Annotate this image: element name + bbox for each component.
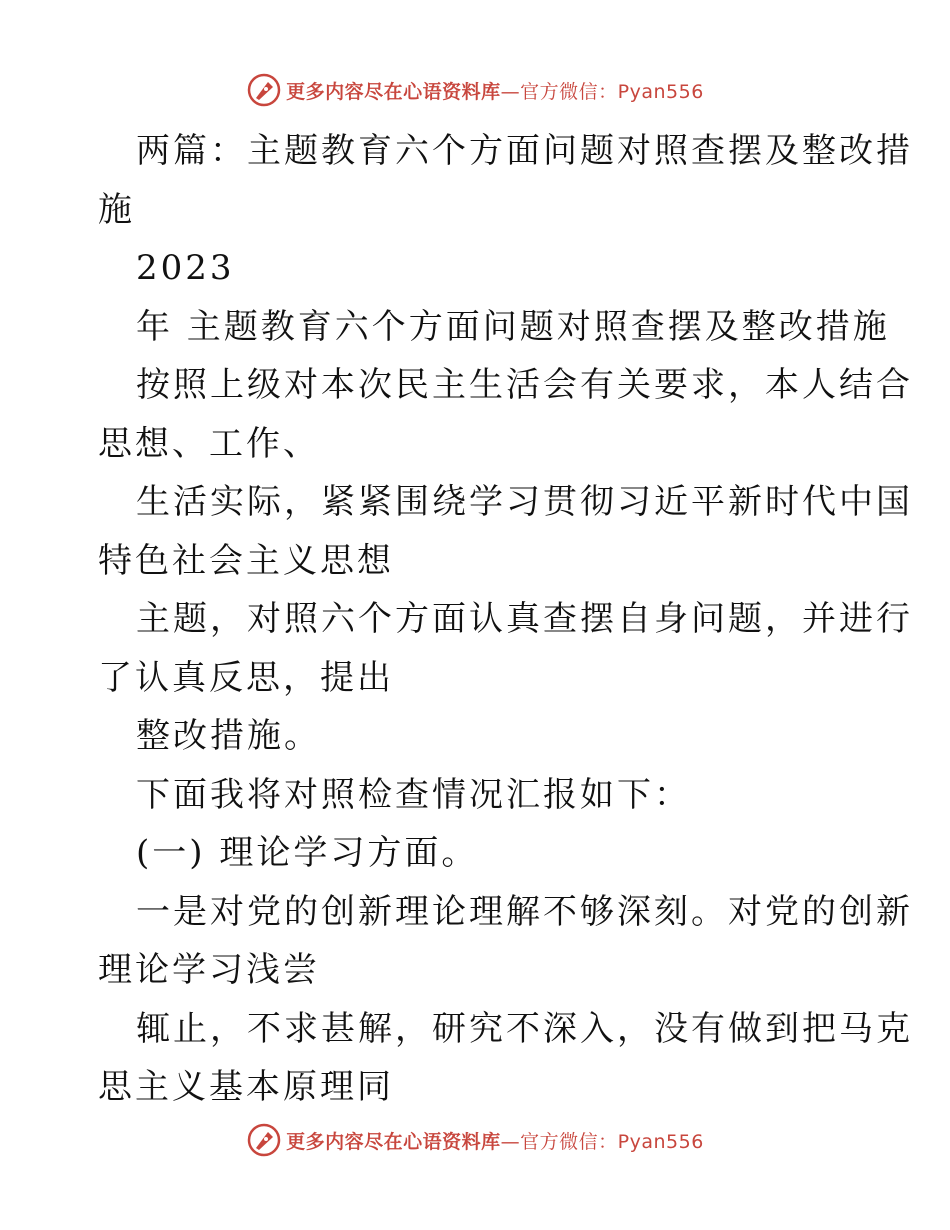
doc-line: 生活实际，紧紧围绕学习贯彻习近平新时代中国 xyxy=(136,482,913,522)
document-body xyxy=(98,122,913,1117)
banner-sub-text: —官方微信：Pyan556 xyxy=(500,1130,704,1153)
banner-sub-text: —官方微信：Pyan556 xyxy=(500,80,704,103)
doc-line: 施 xyxy=(98,189,135,230)
header-banner xyxy=(0,70,950,110)
doc-line: 了认真反思，提出 xyxy=(98,657,394,698)
doc-line: 两篇：主题教育六个方面问题对照查摆及整改措 xyxy=(136,131,913,171)
footer-banner xyxy=(0,1120,950,1160)
doc-line: 思想、工作、 xyxy=(98,423,320,464)
doc-line: 整改措施。 xyxy=(136,716,321,756)
doc-line: 下面我将对照检查情况汇报如下： xyxy=(136,774,691,815)
banner-main-text: 更多内容尽在心语资料库 xyxy=(286,1130,501,1153)
doc-line: 年 主题教育六个方面问题对照查摆及整改措施 xyxy=(136,306,890,347)
doc-line: 主题，对照六个方面认真查摆自身问题，并进行 xyxy=(136,599,913,639)
doc-line: 一是对党的创新理论理解不够深刻。对党的创新 xyxy=(136,891,913,932)
doc-line: 2023 xyxy=(136,248,235,288)
doc-line: 特色社会主义思想 xyxy=(98,540,394,581)
doc-line: 辄止，不求甚解，研究不深入，没有做到把马克 xyxy=(136,1008,913,1049)
pen-nib-logo-icon xyxy=(246,72,282,108)
doc-line: (一) 理论学习方面。 xyxy=(136,833,479,873)
doc-line: 思主义基本原理同 xyxy=(98,1067,394,1107)
pen-nib-logo-icon xyxy=(246,1122,282,1158)
doc-line: 理论学习浅尝 xyxy=(98,950,320,990)
doc-line: 按照上级对本次民主生活会有关要求，本人结合 xyxy=(136,365,913,405)
banner-main-text: 更多内容尽在心语资料库 xyxy=(286,80,501,103)
